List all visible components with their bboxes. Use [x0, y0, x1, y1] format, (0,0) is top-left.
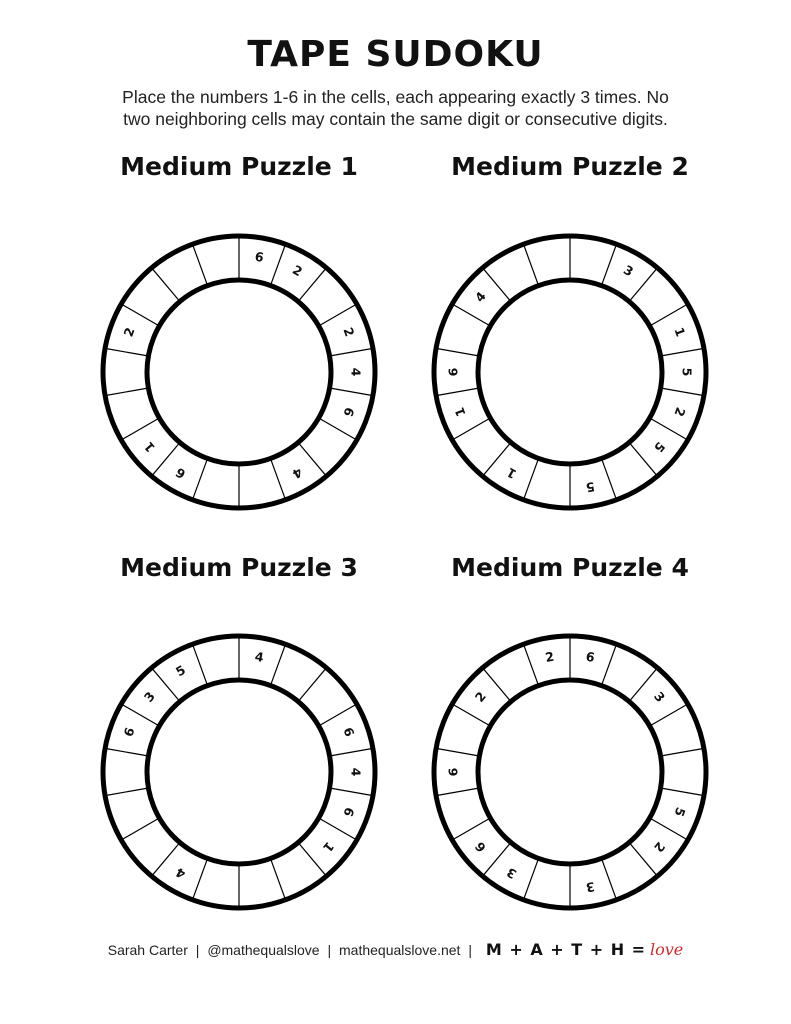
puzzle-4-title: Medium Puzzle 4 [451, 553, 689, 582]
ring-cell-value[interactable]: 4 [289, 464, 306, 482]
ring-cell-value[interactable]: 2 [289, 262, 306, 280]
footer-author: Sarah Carter [107, 942, 188, 958]
brand-logo: M + A + T + H = [485, 940, 647, 959]
ring-cell-value[interactable]: 1 [140, 439, 158, 456]
ring-cell-value[interactable]: 3 [584, 879, 596, 896]
cell-divider [452, 818, 490, 840]
footer-separator: | [327, 942, 332, 958]
ring-cell-value[interactable]: 2 [120, 325, 138, 339]
ring-cell-value[interactable]: 1 [671, 325, 689, 339]
ring-cell-value[interactable]: 5 [651, 439, 669, 456]
ring-cell-value[interactable]: 2 [544, 648, 556, 665]
puzzle-3-title: Medium Puzzle 3 [120, 553, 358, 582]
cell-divider [483, 668, 511, 702]
ring-cell-value[interactable]: 4 [172, 864, 189, 882]
page-title: TAPE SUDOKU [247, 34, 544, 75]
cell-divider [601, 858, 616, 899]
cell-divider [661, 748, 704, 756]
ring-cell-value[interactable]: 6 [120, 725, 138, 739]
ring-cell-value[interactable]: 2 [651, 839, 669, 856]
ring-cell-value[interactable]: 5 [679, 367, 695, 377]
ring-cell-value[interactable]: 6 [471, 839, 489, 856]
cell-divider [650, 704, 688, 726]
ring-cell-value[interactable]: 5 [671, 805, 689, 819]
ring-cell-value[interactable]: 3 [503, 864, 520, 882]
footer-handle: @mathequalslove [207, 942, 320, 958]
ring-cell-value[interactable]: 4 [348, 767, 364, 777]
ring-cell-value[interactable]: 6 [340, 405, 358, 419]
cell-divider [629, 842, 657, 876]
cell-divider [661, 788, 704, 796]
ring-cell-value[interactable]: 2 [471, 688, 489, 705]
ring-cell-value[interactable]: 2 [671, 405, 689, 419]
ring-cell-value[interactable]: 6 [584, 648, 596, 665]
ring-cell-value[interactable]: 4 [471, 288, 489, 305]
puzzle-2-title: Medium Puzzle 2 [451, 152, 689, 181]
ring-inner-border [478, 680, 662, 864]
footer [0, 940, 791, 959]
ring-cell-value[interactable]: 5 [584, 479, 596, 496]
ring-cell-value[interactable]: 6 [445, 367, 461, 377]
ring-cell-value[interactable]: 4 [348, 367, 364, 377]
footer-separator: | [468, 942, 472, 958]
footer-separator: | [195, 942, 200, 958]
ring-cell-value[interactable]: 6 [253, 248, 265, 265]
instructions-line-2: two neighboring cells may contain the same digit or consecutive digits. [123, 109, 668, 129]
ring-cell-value[interactable]: 2 [340, 325, 358, 339]
ring-cell-value[interactable]: 3 [140, 688, 158, 705]
footer-site: mathequalslove.net [339, 942, 461, 958]
ring-cell-value[interactable]: 6 [340, 725, 358, 739]
cell-divider [436, 748, 479, 756]
cell-divider [523, 858, 538, 899]
cell-divider [452, 704, 490, 726]
ring-cell-value[interactable]: 1 [451, 405, 469, 419]
ring-cell-value[interactable]: 4 [253, 648, 265, 665]
ring-cell-value[interactable]: 6 [172, 464, 189, 482]
ring-cell-value[interactable]: 5 [172, 662, 189, 680]
cell-divider [436, 788, 479, 796]
ring-cell-value[interactable]: 6 [445, 767, 461, 777]
ring-cell-value[interactable]: 6 [340, 805, 358, 819]
instructions-line-1: Place the numbers 1-6 in the cells, each appearing exactly 3 times. No [122, 87, 669, 107]
cell-divider [650, 818, 688, 840]
puzzle-1-title: Medium Puzzle 1 [120, 152, 358, 181]
ring-cell-value[interactable]: 3 [620, 262, 637, 280]
cell-divider [601, 644, 616, 685]
ring-cell-value[interactable]: 1 [503, 464, 520, 482]
ring-cell-value[interactable]: 3 [651, 688, 669, 705]
cell-divider [523, 644, 538, 685]
ring-cell-value[interactable]: 1 [320, 839, 338, 856]
love-logo: love [649, 940, 684, 959]
